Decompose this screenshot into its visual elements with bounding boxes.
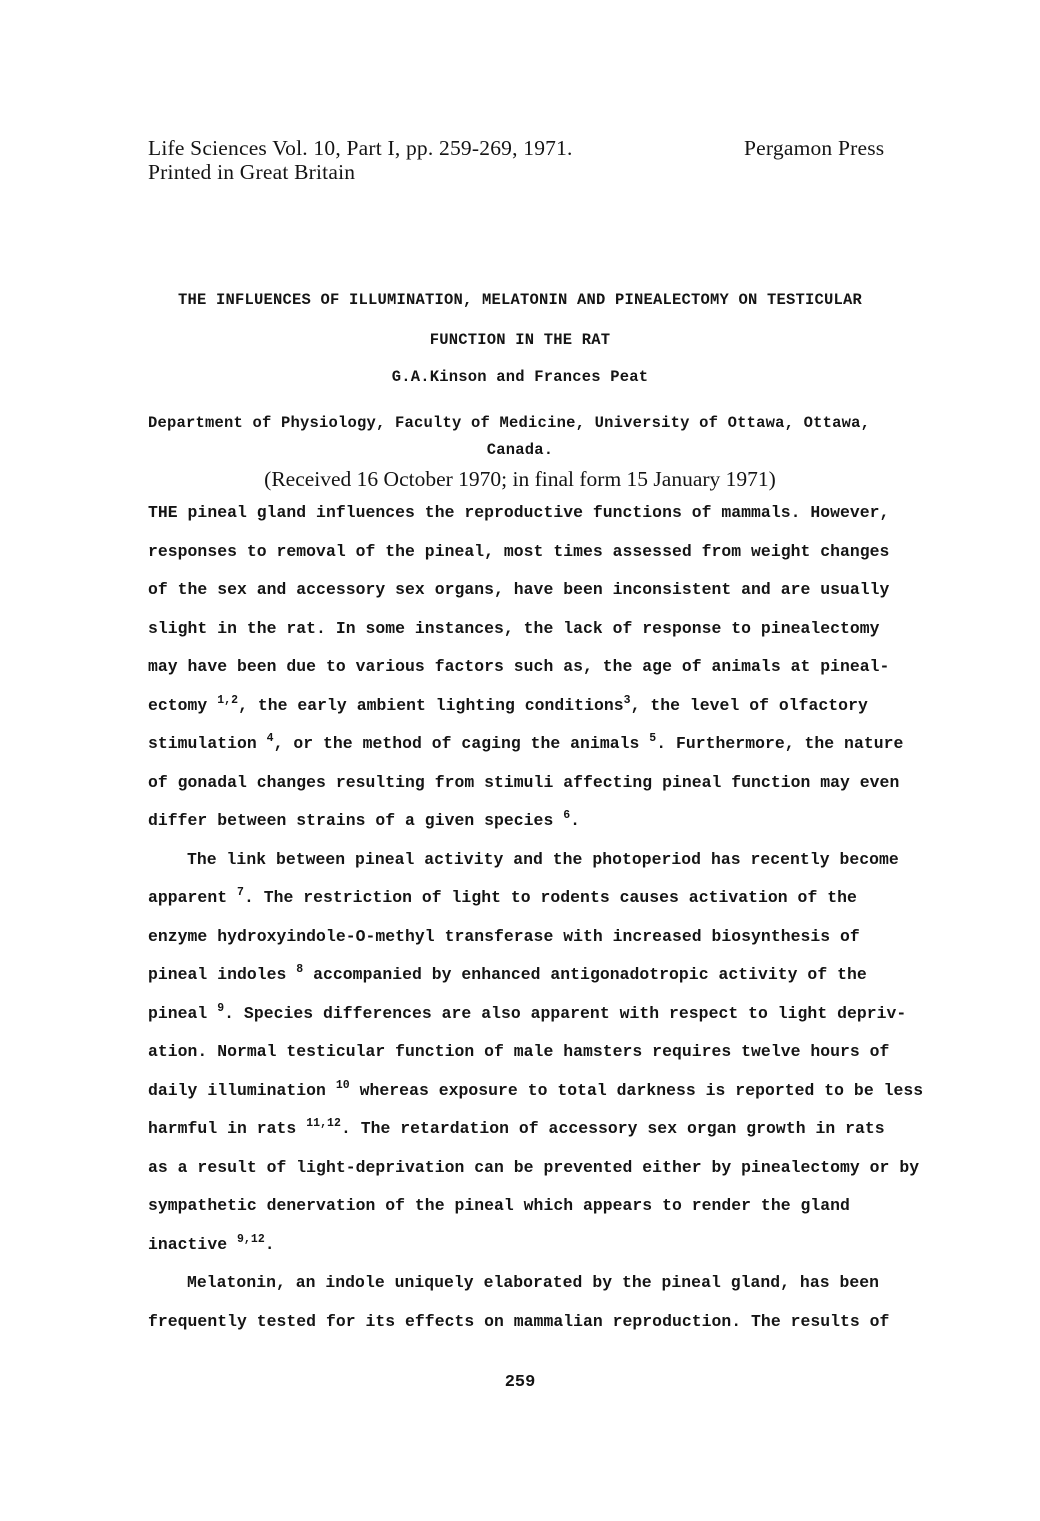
citation-ref: 9,12 — [236, 1232, 265, 1246]
article-title-line-1: THE INFLUENCES OF ILLUMINATION, MELATONIN AND PINEALECTOMY ON TESTICULAR — [177, 291, 863, 309]
body-text: stimulation — [148, 734, 267, 753]
body-text: apparent — [148, 888, 237, 907]
body-line: The link between pineal activity and the photoperiod has recently become — [187, 850, 899, 869]
body-line — [148, 731, 904, 753]
body-text: pineal indoles — [148, 965, 297, 984]
body-line — [148, 1078, 924, 1100]
body-line: as a result of light-deprivation can be prevented either by pinealectomy or by — [148, 1158, 920, 1177]
body-text: , the level of olfactory — [630, 696, 868, 715]
body-text: , the early ambient lighting conditions — [238, 696, 624, 715]
body-line: frequently tested for its effects on mammalian reproduction. The results of — [148, 1312, 890, 1331]
body-text: . — [570, 811, 581, 830]
body-text: pineal — [148, 1004, 218, 1023]
citation-ref: 5 — [649, 731, 657, 745]
received-dates: (Received 16 October 1970; in final form 15 January 1971) — [264, 467, 776, 491]
affiliation-line-1: Department of Physiology, Faculty of Medicine, University of Ottawa, Ottawa, — [148, 414, 871, 432]
body-text: . The retardation of accessory sex organ growth in rats — [340, 1119, 885, 1138]
body-text: , or the method of caging the animals — [273, 734, 650, 753]
body-line: Melatonin, an indole uniquely elaborated by the pineal gland, has been — [187, 1273, 880, 1292]
page-number: 259 — [504, 1373, 536, 1392]
citation-ref: 4 — [266, 731, 274, 745]
citation-ref: 9 — [217, 1001, 225, 1015]
body-line: sympathetic denervation of the pineal which appears to render the gland — [148, 1196, 850, 1215]
body-line: slight in the rat. In some instances, the lack of response to pinealectomy — [148, 619, 880, 638]
citation-ref: 11,12 — [306, 1116, 341, 1130]
body-text: . Furthermore, the nature — [656, 734, 904, 753]
body-text: differ between strains of a given species — [148, 811, 564, 830]
body-line: THE pineal gland influences the reproductive functions of mammals. However, — [148, 503, 890, 522]
article-title-line-2: FUNCTION IN THE RAT — [429, 331, 611, 349]
citation-ref: 1,2 — [217, 693, 239, 707]
body-text: accompanied by enhanced antigonadotropic activity of the — [303, 965, 867, 984]
body-text: . Species differences are also apparent with respect to light depriv- — [224, 1004, 907, 1023]
body-line: enzyme hydroxyindole-O-methyl transferase with increased biosynthesis of — [148, 927, 860, 946]
body-text: ectomy — [148, 696, 218, 715]
body-line — [148, 1001, 907, 1023]
body-text: harmful in rats — [148, 1119, 307, 1138]
body-text: inactive — [148, 1235, 237, 1254]
body-text: daily illumination — [148, 1081, 336, 1100]
body-line — [148, 808, 581, 830]
body-line — [148, 1232, 275, 1254]
body-text: whereas exposure to total darkness is reported to be less — [349, 1081, 924, 1100]
body-line: of the sex and accessory sex organs, have been inconsistent and are usually — [148, 580, 890, 599]
citation-ref: 6 — [563, 808, 571, 822]
citation-ref: 7 — [236, 885, 244, 899]
body-text: . — [264, 1235, 275, 1254]
body-line: may have been due to various factors such as, the age of animals at pineal- — [148, 657, 890, 676]
printed-location: Printed in Great Britain — [148, 160, 356, 184]
journal-citation: Life Sciences Vol. 10, Part I, pp. 259-269, 1971. — [148, 136, 573, 160]
citation-ref: 8 — [296, 962, 304, 976]
body-line — [148, 1116, 885, 1138]
article-authors: G.A.Kinson and Frances Peat — [391, 368, 649, 386]
citation-ref: 10 — [335, 1078, 350, 1092]
body-line: of gonadal changes resulting from stimuli affecting pineal function may even — [148, 773, 900, 792]
body-line — [148, 885, 857, 907]
citation-ref: 3 — [623, 693, 631, 707]
body-line: ation. Normal testicular function of male hamsters requires twelve hours of — [148, 1042, 890, 1061]
publisher-name: Pergamon Press — [744, 136, 885, 160]
body-line: responses to removal of the pineal, most times assessed from weight changes — [148, 542, 890, 561]
body-line — [148, 962, 867, 984]
body-text: . The restriction of light to rodents causes activation of the — [243, 888, 857, 907]
affiliation-line-2: Canada. — [486, 441, 554, 459]
body-line — [148, 693, 868, 715]
